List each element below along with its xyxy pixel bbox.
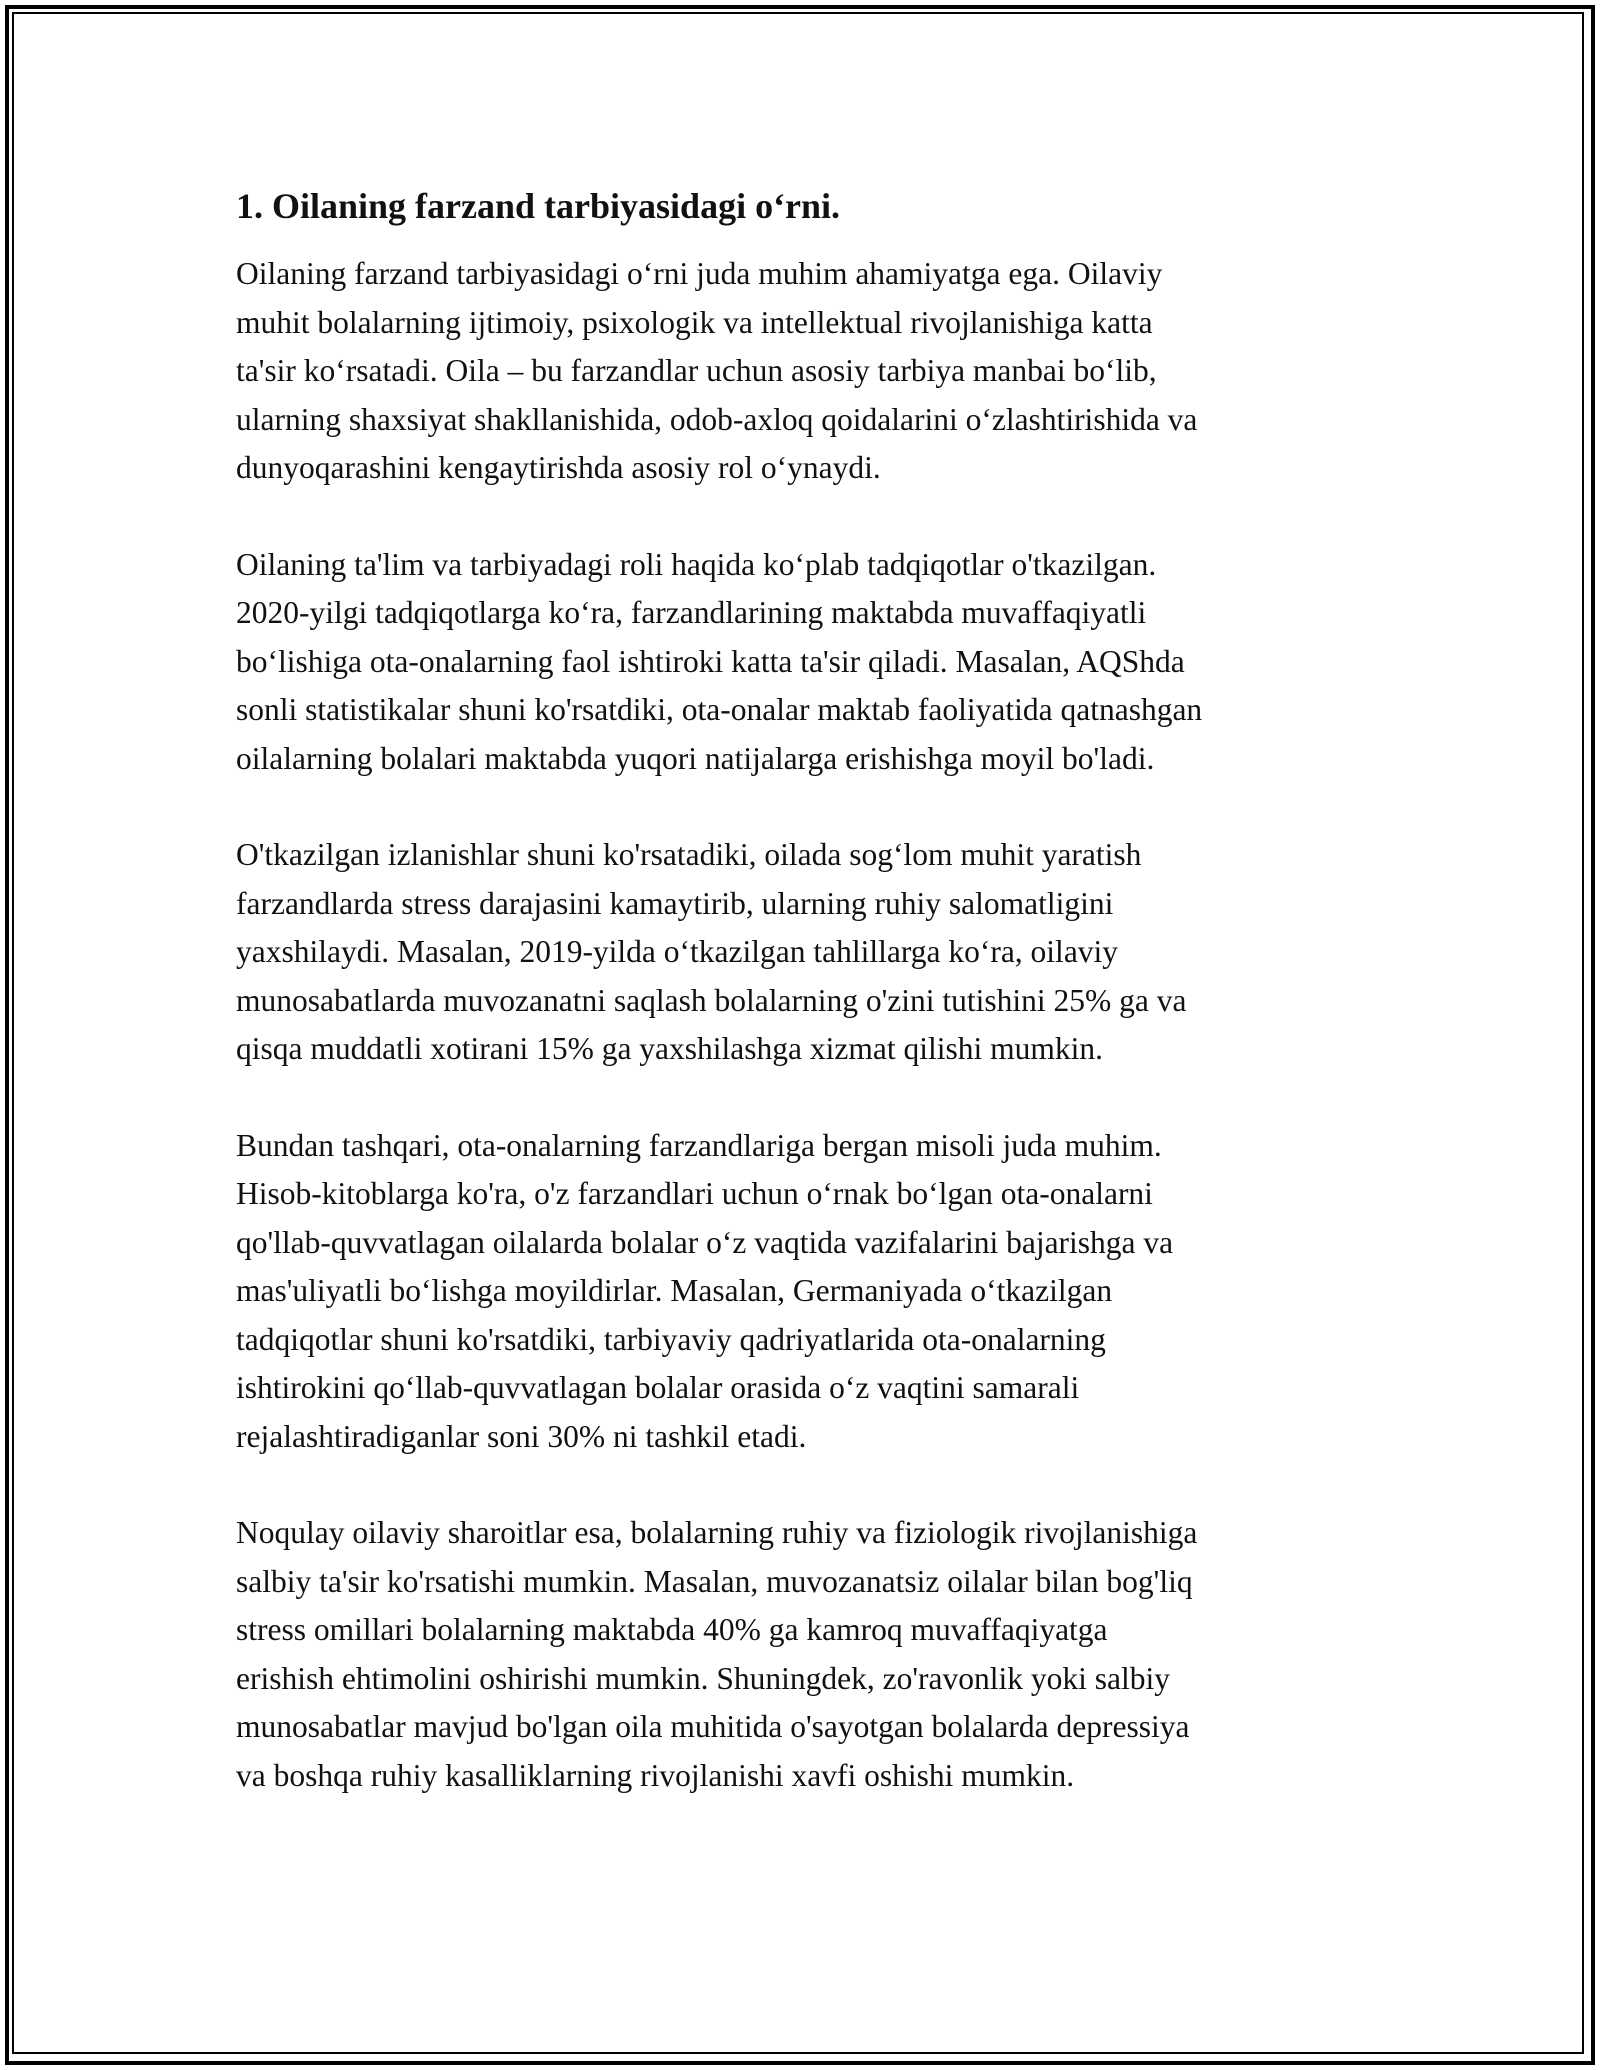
paragraph-line: oilalarning bolalari maktabda yuqori natijalarga erishishga moyil bo'ladi. xyxy=(236,740,1155,776)
page-title: 1. Oilaning farzand tarbiyasidagi o‘rni. xyxy=(236,186,841,226)
paragraph-line: qo'llab-quvvatlagan oilalarda bolalar o‘z vaqtida vazifalarini bajarishga va xyxy=(236,1224,1174,1260)
paragraph-line: Oilaning farzand tarbiyasidagi o‘rni juda muhim ahamiyatga ega. Oilaviy xyxy=(236,256,1163,291)
paragraph-line: erishish ehtimolini oshirishi mumkin. Shuningdek, zo'ravonlik yoki salbiy xyxy=(236,1660,1171,1696)
paragraph-line: ishtirokini qo‘llab-quvvatlagan bolalar orasida o‘z vaqtini samarali xyxy=(236,1370,1080,1405)
paragraph-line: ularning shaxsiyat shakllanishida, odob-axloq qoidalarini o‘zlashtirishida va xyxy=(236,401,1198,437)
paragraph-line: tadqiqotlar shuni ko'rsatdiki, tarbiyaviy qadriyatlarida ota-onalarning xyxy=(236,1321,1106,1357)
paragraph-line: Oilaning ta'lim va tarbiyadagi roli haqida ko‘plab tadqiqotlar o'tkazilgan. xyxy=(236,546,1157,582)
paragraph-5 xyxy=(236,1509,1376,1800)
paragraph-line: stress omillari bolalarning maktabda 40% ga kamroq muvaffaqiyatga xyxy=(236,1612,1108,1647)
paragraph-line: va boshqa ruhiy kasalliklarning rivojlanishi xavfi oshishi mumkin. xyxy=(236,1757,1075,1793)
paragraph-line: ta'sir ko‘rsatadi. Oila – bu farzandlar uchun asosiy tarbiya manbai bo‘lib, xyxy=(236,353,1157,388)
paragraph-line: sonli statistikalar shuni ko'rsatdiki, ota-onalar maktab faoliyatida qatnashgan xyxy=(236,692,1203,727)
paragraph-line: muhit bolalarning ijtimoiy, psixologik va intellektual rivojlanishiga katta xyxy=(236,304,1153,340)
paragraph-line: munosabatlar mavjud bo'lgan oila muhitida o'sayotgan bolalarda depressiya xyxy=(236,1709,1190,1744)
paragraph-line: qisqa muddatli xotirani 15% ga yaxshilashga xizmat qilishi mumkin. xyxy=(236,1031,1104,1066)
paragraph-line: yaxshilaydi. Masalan, 2019-yilda o‘tkazilgan tahlillarga ko‘ra, oilaviy xyxy=(236,934,1119,969)
paragraph-line: Hisob-kitoblarga ko'ra, o'z farzandlari uchun o‘rnak bo‘lgan ota-onalarni xyxy=(236,1176,1153,1211)
paragraph-line: munosabatlarda muvozanatni saqlash bolalarning o'zini tutishini 25% ga va xyxy=(236,982,1187,1018)
paragraph-line: mas'uliyatli bo‘lishga moyildirlar. Masalan, Germaniyada o‘tkazilgan xyxy=(236,1273,1113,1308)
paragraph-4 xyxy=(236,1122,1376,1462)
paragraph-2 xyxy=(236,541,1376,784)
paragraph-line: Noqulay oilaviy sharoitlar esa, bolalarning ruhiy va fiziologik rivojlanishiga xyxy=(236,1515,1198,1550)
document-body xyxy=(236,184,1376,1848)
paragraph-line: 2020-yilgi tadqiqotlarga ko‘ra, farzandlarining maktabda muvaffaqiyatli xyxy=(236,595,1147,630)
paragraph-line: salbiy ta'sir ko'rsatishi mumkin. Masalan, muvozanatsiz oilalar bilan bog'liq xyxy=(236,1563,1193,1599)
paragraph-line: O'tkazilgan izlanishlar shuni ko'rsatadiki, oilada sog‘lom muhit yaratish xyxy=(236,837,1142,872)
paragraph-line: bo‘lishiga ota-onalarning faol ishtiroki katta ta'sir qiladi. Masalan, AQShda xyxy=(236,643,1185,679)
paragraph-line: farzandlarda stress darajasini kamaytirib, ularning ruhiy salomatligini xyxy=(236,885,1114,921)
paragraph-line: Bundan tashqari, ota-onalarning farzandlariga bergan misoli juda muhim. xyxy=(236,1127,1162,1163)
paragraph-3 xyxy=(236,831,1376,1074)
paragraph-1 xyxy=(236,250,1376,493)
paragraph-line: rejalashtiradiganlar soni 30% ni tashkil etadi. xyxy=(236,1418,807,1454)
paragraph-line: dunyoqarashini kengaytirishda asosiy rol o‘ynaydi. xyxy=(236,450,881,485)
